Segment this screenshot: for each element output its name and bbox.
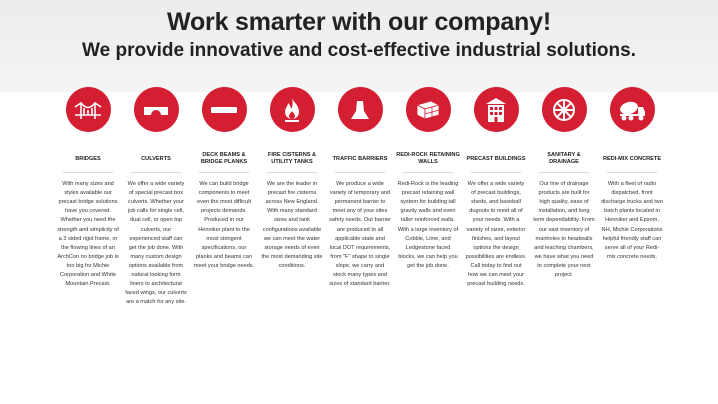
- deck-beam-icon: [202, 87, 247, 132]
- building-icon: [474, 87, 519, 132]
- service-title: PRECAST BUILDINGS: [466, 155, 526, 162]
- retaining-wall-icon: [406, 87, 451, 132]
- concrete-truck-icon: [610, 87, 655, 132]
- fire-icon: [270, 87, 315, 132]
- divider: [267, 172, 317, 173]
- bridge-icon: [66, 87, 111, 132]
- page-subtitle: We provide innovative and cost-effective industrial solutions.: [82, 40, 636, 61]
- service-title: FIRE CISTERNS & UTILITY TANKS: [267, 152, 317, 165]
- service-title: SANITARY & DRAINAGE: [547, 152, 581, 165]
- service-traffic-barriers: [326, 86, 394, 404]
- service-description: With a fleet of radio dispatched, front discharge trucks and two batch plants located in Henniker and Epsom, NH, Michie Corporations helpful friendly staff can serve all of your Redi-mix concrete needs.: [601, 181, 663, 260]
- service-title: CULVERTS: [141, 155, 171, 162]
- divider: [471, 172, 521, 173]
- culvert-icon: [134, 87, 179, 132]
- manhole-icon: [542, 87, 587, 132]
- service-title: DECK BEAMS & BRIDGE PLANKS: [200, 152, 248, 165]
- service-culverts: [122, 86, 190, 404]
- service-description: We offer a wide variety of precast buildings, sheds, and baseball dugouts to meet all of your needs. With a variety of sizes, exterior finishes, and layout options the design possibilities are endless. Call today to find out how we can meet your precast building needs.: [465, 181, 527, 288]
- divider: [539, 172, 589, 173]
- service-deck-beams: [190, 86, 258, 404]
- service-title: BRIDGES: [75, 155, 101, 162]
- service-title: TRAFFIC BARRIERS: [332, 155, 388, 162]
- service-title: REDI-MIX CONCRETE: [602, 155, 662, 162]
- divider: [607, 172, 657, 173]
- service-description: We offer a wide variety of special precast box culverts. Whether your job calls for single cell, dual cell, or open top culverts, our experienced staff can get the job done. With many custom design options available from natural looking form liners to architectural faced wings, our culverts are a match for any site.: [125, 181, 187, 306]
- service-description: Our line of drainage products are built for high quality, ease of installation, and long term dependability. From our vast inventory of manholes to headwalls and leaching chambers, we have what you need to complete your next project.: [533, 181, 595, 279]
- service-description: We are the leader in precast fire cisterns across New England. With many standard sizes and tank configurations available we can meet the water storage needs of even the most demanding site conditions.: [261, 181, 323, 269]
- service-title: REDI-ROCK RETAINING WALLS: [396, 152, 460, 165]
- services-grid: [54, 86, 666, 404]
- service-fire-cisterns: [258, 86, 326, 404]
- service-description: With many sizes and styles available our precast bridge solutions have you covered. Whether you need the strength and simplicity of a 3 sided rigid frame, or the flowing lines of an ArchCon no bridge job is too big for Michie Corporation and White Mountain Precast.: [57, 181, 119, 288]
- service-precast-buildings: [462, 86, 530, 404]
- page-title: Work smarter with our company!: [167, 8, 551, 36]
- service-description: We can build bridge components to meet even the most difficult projects demands. Produced in our Henniker plant to the most stringent specifications, our planks and beams can meet your bridge needs.: [193, 181, 255, 269]
- service-redi-mix: [598, 86, 666, 404]
- service-retaining-walls: [394, 86, 462, 404]
- service-bridges: [54, 86, 122, 404]
- service-description: Redi-Rock is the leading precast retaining wall system for building tall gravity walls and even taller reinforced walls. With a large inventory of Cobble, Lime, and Ledgestone faced blocks, we can help you get the job done.: [397, 181, 459, 269]
- divider: [199, 172, 249, 173]
- divider: [131, 172, 181, 173]
- divider: [63, 172, 113, 173]
- traffic-barrier-icon: [338, 87, 383, 132]
- service-description: We produce a wide variety of temporary and permanent barrier to meet any of your sites safety needs. Our barrier are produced to all applicable state and local DOT requirements, from "F" shape to single slope, we carry and stock many types and sizes of standard barrier.: [329, 181, 391, 288]
- divider: [403, 172, 453, 173]
- service-sanitary-drainage: [530, 86, 598, 404]
- divider: [335, 172, 385, 173]
